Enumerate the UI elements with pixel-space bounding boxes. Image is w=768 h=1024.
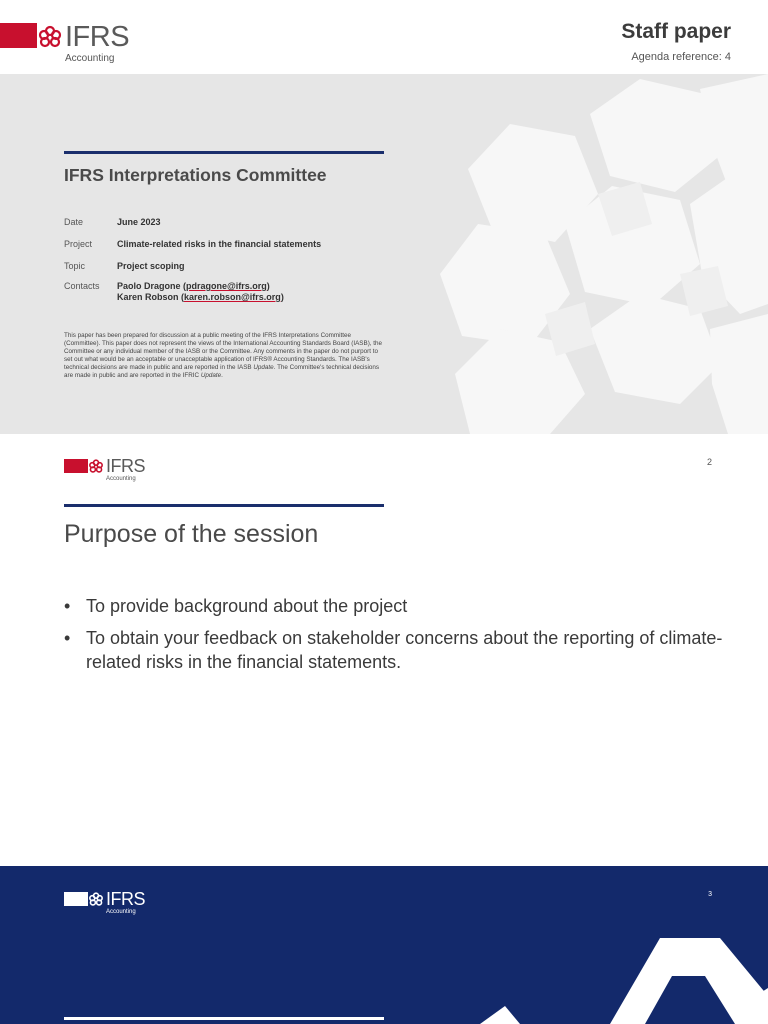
navy-slide xyxy=(0,866,768,1024)
title-rule xyxy=(64,151,384,154)
ifrs-logo xyxy=(37,21,130,64)
meta-value: June 2023 xyxy=(117,217,161,227)
logo-red-bar xyxy=(64,459,88,473)
cover-header xyxy=(0,0,768,74)
logo-red-bar xyxy=(0,23,37,48)
logo-subtitle: Accounting xyxy=(106,909,136,915)
contacts-list: Paolo Dragone (pdragone@ifrs.org) Karen Robson (karen.robson@ifrs.org) xyxy=(117,281,284,302)
page-title: Staff paper xyxy=(621,20,731,43)
logo-wordmark: IFRS xyxy=(106,889,146,909)
disclaimer-part: . xyxy=(221,372,223,380)
ifrs-flower-icon xyxy=(88,892,104,908)
contact-email-link[interactable]: karen.robson@ifrs.org xyxy=(184,292,281,302)
slide-title: Purpose of the session xyxy=(64,520,319,548)
logo-wordmark: IFRS xyxy=(65,21,130,53)
bullet-item: • To obtain your feedback on stakeholder concerns about the reporting of climate-related risks in the financial statements. xyxy=(64,626,724,674)
disclaimer-emphasis: Update xyxy=(253,364,274,372)
disclaimer-text xyxy=(64,332,386,381)
title-rule xyxy=(64,1017,384,1020)
meta-value: Climate-related risks in the financial statements xyxy=(117,239,322,249)
contact-email-link[interactable]: pdragone@ifrs.org xyxy=(186,281,267,291)
ifrs-flower-icon xyxy=(88,459,104,475)
disclaimer-emphasis: Update xyxy=(200,372,222,380)
meta-label: Topic xyxy=(64,261,86,271)
meta-value: Project scoping xyxy=(117,261,185,271)
meta-label: Date xyxy=(64,217,84,227)
meta-topic xyxy=(64,261,185,272)
ifrs-flower-icon xyxy=(37,25,63,51)
logo-subtitle: Accounting xyxy=(65,53,115,64)
bullet-item: • To provide background about the project xyxy=(64,594,724,618)
page-number: 2 xyxy=(706,457,712,467)
disclaimer-part: . The Committee's technical decisions are made in public and are reported in the IFRIC xyxy=(64,364,380,380)
committee-name: IFRS Interpretations Committee xyxy=(64,165,327,185)
contact-name: Paolo Dragone xyxy=(117,281,181,291)
ifrs-logo xyxy=(88,889,146,915)
logo-wordmark: IFRS xyxy=(106,456,146,476)
meta-label: Project xyxy=(64,239,93,249)
bullet-list xyxy=(64,594,724,682)
meta-project xyxy=(64,239,321,250)
contact-name: Karen Robson xyxy=(117,292,179,302)
cover-slide xyxy=(0,0,768,434)
meta-label: Contacts xyxy=(64,281,100,291)
meta-contacts xyxy=(64,281,284,303)
page-number: 3 xyxy=(708,891,712,898)
disclaimer-part: This paper has been prepared for discussion at a public meeting of the IFRS Interpretations Committee (Committee). This paper does not represent the views of the International Accounting Standards Board (IASB), the Committee or any individual member of the IASB or the Committee. Any comments in the paper do not purport to set out what would be an acceptable or unacceptable application of IFRS® Accounting Standards. The IASB's technical decisions are made in public and are reported in the IASB xyxy=(64,332,383,372)
title-rule xyxy=(64,504,384,507)
logo-subtitle: Accounting xyxy=(106,476,136,482)
purpose-slide xyxy=(0,434,768,866)
agenda-reference: Agenda reference: 4 xyxy=(631,51,731,63)
cover-panel xyxy=(0,74,768,434)
logo-white-bar xyxy=(64,892,88,906)
ifrs-logo xyxy=(88,456,146,482)
meta-date xyxy=(64,217,161,228)
